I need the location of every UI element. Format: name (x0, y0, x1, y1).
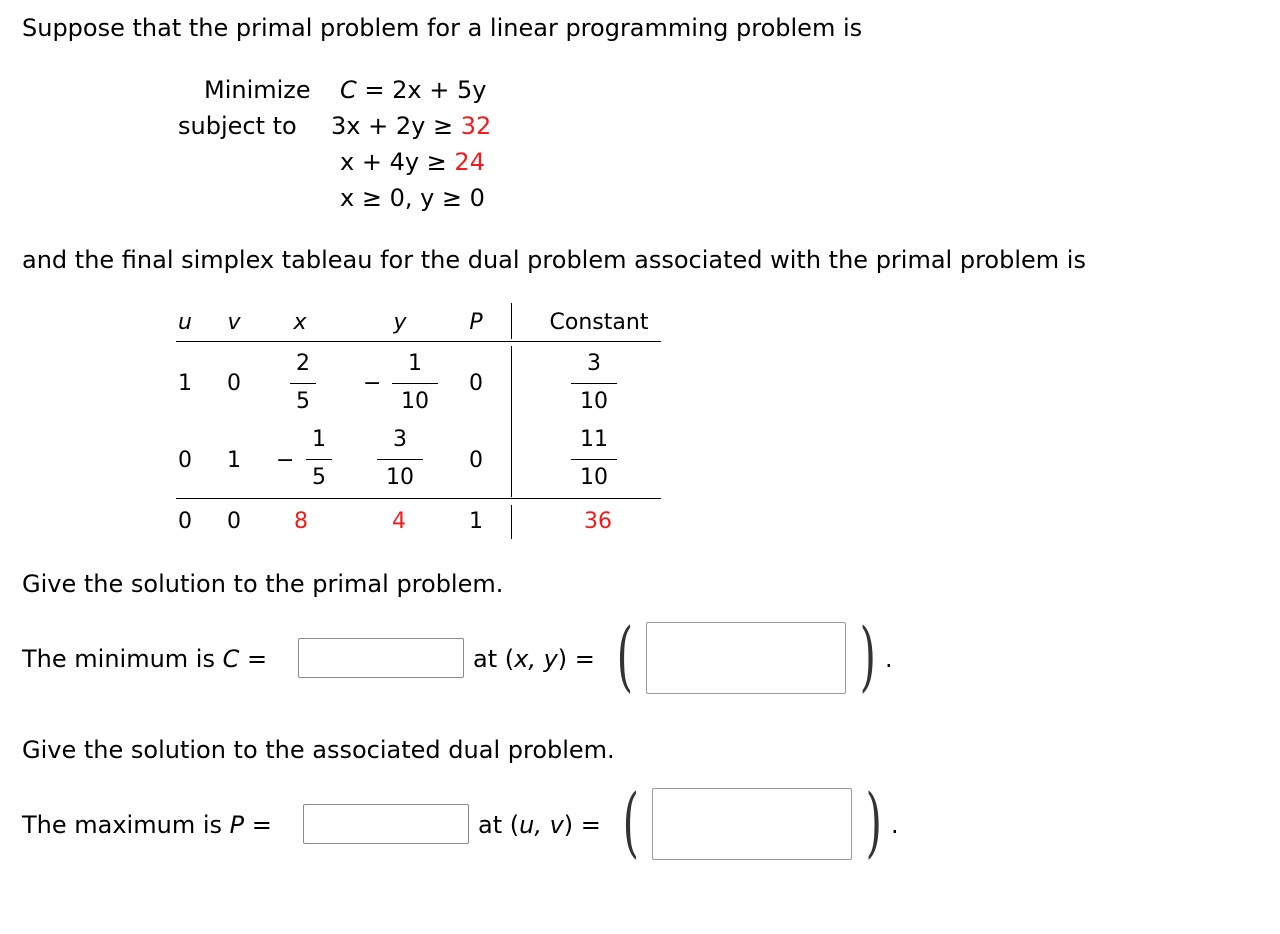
objective-vertical-divider (511, 505, 512, 539)
row1-constant (564, 351, 624, 415)
row2-x-denominator: 5 (312, 465, 326, 490)
row2-u: 0 (178, 448, 192, 473)
row2-y-numerator: 3 (393, 427, 407, 452)
header-y: y (393, 310, 407, 335)
dual-max-prefix: The maximum is (22, 811, 230, 839)
dual-period: . (891, 811, 899, 839)
row1-x-numerator: 2 (296, 351, 310, 376)
row1-x-denominator: 5 (296, 389, 310, 414)
primal-right-paren-icon: ) (859, 611, 876, 700)
primal-min-label (22, 645, 267, 673)
dual-point-input[interactable] (652, 788, 852, 860)
intro-text: Suppose that the primal problem for a linear programming problem is (22, 14, 863, 42)
dual-max-label (22, 811, 272, 839)
row2-v: 1 (227, 448, 241, 473)
primal-point-input[interactable] (646, 622, 846, 694)
constraint-2-lhs: x + 4y ≥ (340, 148, 455, 176)
primal-period: . (885, 645, 893, 673)
minimize-label: Minimize (204, 76, 311, 104)
nonnegativity-constraint: x ≥ 0, y ≥ 0 (340, 184, 485, 212)
row1-y-numerator: 1 (408, 351, 422, 376)
dual-point-label (478, 811, 601, 839)
row2-constant-denominator: 10 (580, 465, 608, 490)
row1-constant-fraction-bar (571, 383, 617, 384)
row2-y-fraction-bar (377, 459, 423, 460)
row2-x-fraction-bar (306, 459, 332, 460)
constraint-2-rhs: 24 (454, 148, 485, 176)
primal-min-variable: C (222, 645, 240, 673)
primal-question: Give the solution to the primal problem. (22, 570, 504, 598)
dual-max-input[interactable] (303, 804, 469, 844)
row1-y-sign: − (363, 371, 382, 396)
body-vertical-divider (511, 346, 512, 497)
dual-question: Give the solution to the associated dual problem. (22, 736, 615, 764)
row1-y-fraction-bar (392, 383, 438, 384)
header-divider (176, 341, 661, 342)
row1-x-fraction-bar (290, 383, 316, 384)
row3-u: 0 (178, 509, 192, 534)
objective-function (340, 76, 486, 104)
tableau-intro-text: and the final simplex tableau for the dual problem associated with the primal problem is (22, 246, 1086, 274)
primal-min-prefix: The minimum is (22, 645, 223, 673)
row1-v: 0 (227, 371, 241, 396)
row1-constant-denominator: 10 (580, 389, 608, 414)
row3-constant: 36 (584, 509, 612, 534)
primal-point-vars: x, y (514, 645, 558, 673)
dual-point-prefix: at ( (478, 811, 520, 839)
header-u: u (178, 310, 192, 335)
constraint-1-rhs: 32 (460, 112, 492, 140)
row2-y (370, 427, 430, 491)
constraint-1-lhs: 3x + 2y ≥ (331, 112, 461, 140)
row2-p: 0 (469, 448, 483, 473)
constraint-1 (331, 112, 491, 140)
header-v: v (227, 310, 241, 335)
primal-point-suffix: ) = (557, 645, 595, 673)
row1-p: 0 (469, 371, 483, 396)
primal-left-paren-icon: ( (616, 611, 633, 700)
header-p: P (469, 310, 483, 335)
row3-x: 8 (294, 509, 308, 534)
row1-y (385, 351, 445, 415)
subject-to-label: subject to (178, 112, 297, 140)
row1-constant-numerator: 3 (587, 351, 601, 376)
objective-row-divider (176, 498, 661, 499)
dual-max-equals: = (244, 811, 272, 839)
row1-x (273, 351, 333, 415)
row3-y: 4 (392, 509, 406, 534)
dual-max-variable: P (229, 811, 245, 839)
primal-point-prefix: at ( (473, 645, 515, 673)
objective-expression: = 2x + 5y (356, 76, 487, 104)
row3-p: 1 (469, 509, 483, 534)
row3-v: 0 (227, 509, 241, 534)
objective-variable: C (340, 76, 357, 104)
header-vertical-divider (511, 303, 512, 339)
row1-u: 1 (178, 371, 192, 396)
dual-right-paren-icon: ) (865, 777, 882, 866)
row2-constant-fraction-bar (571, 459, 617, 460)
header-constant: Constant (549, 310, 649, 335)
primal-min-equals: = (239, 645, 268, 673)
row2-x-sign: − (276, 448, 295, 473)
primal-point-label (473, 645, 595, 673)
row2-x-numerator: 1 (312, 427, 326, 452)
dual-point-suffix: ) = (563, 811, 601, 839)
header-x: x (293, 310, 307, 335)
dual-point-vars: u, v (519, 811, 564, 839)
dual-left-paren-icon: ( (622, 777, 639, 866)
row1-y-denominator: 10 (401, 389, 429, 414)
constraint-2 (340, 148, 485, 176)
primal-min-input[interactable] (298, 638, 464, 678)
row2-constant-numerator: 11 (580, 427, 608, 452)
row2-constant (564, 427, 624, 491)
row2-x (289, 427, 349, 491)
row2-y-denominator: 10 (386, 465, 414, 490)
